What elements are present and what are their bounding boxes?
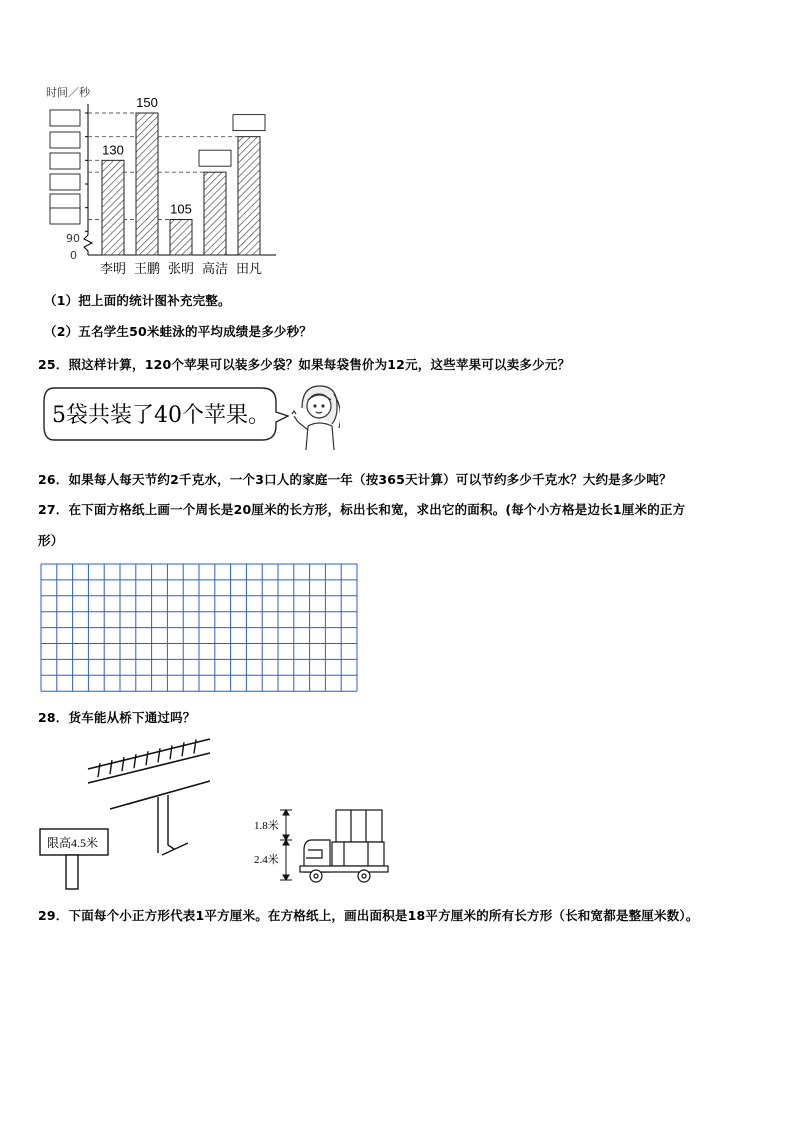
axis-break: [84, 235, 92, 255]
tick-box[interactable]: [50, 110, 80, 126]
category-label: 李明: [99, 262, 127, 277]
speech-illustration: [40, 380, 340, 450]
bridge-railing: [98, 739, 196, 777]
bar-4: [204, 172, 226, 255]
tick-box[interactable]: [50, 132, 80, 148]
tick-box[interactable]: [50, 174, 80, 190]
girl-illustration: [292, 386, 340, 450]
question-27-line-2: 形）: [38, 533, 64, 548]
category-label: 田凡: [235, 262, 263, 277]
category-label: 王鹏: [133, 262, 161, 277]
bar-value-label: 105: [170, 201, 192, 217]
bridge-illustration: [38, 735, 228, 895]
bar-1: [102, 160, 124, 255]
category-label: 高洁: [201, 262, 229, 277]
y-unit-label: 时间／秒: [46, 86, 90, 99]
dimension-arrows: [280, 810, 292, 880]
railing-post: [194, 739, 196, 753]
question-29: 29．下面每个小正方形代表1平方厘米。在方格纸上，画出面积是18平方厘米的所有长方形（长和宽都是整厘米数）。: [38, 908, 699, 923]
railing-post: [158, 748, 160, 762]
question-24-part-1: （1）把上面的统计图补充完整。: [44, 293, 231, 308]
railing-post: [110, 760, 112, 774]
bar-value-label: 150: [136, 95, 158, 110]
tick-answer-boxes: [50, 110, 80, 224]
question-26: 26．如果每人每天节约2千克水，一个3口人的家庭一年（按365天计算）可以节约多少千克水？大约是多少吨？: [38, 472, 672, 487]
question-27-line-1: 27．在下面方格纸上画一个周长是20厘米的长方形，标出长和宽，求出它的面积。(每个小方格是边长1厘米的正方: [38, 502, 686, 517]
bar-value-label: 130: [102, 142, 124, 158]
sign-post: [66, 855, 78, 889]
tick-0: 0: [70, 249, 77, 262]
bar-3: [170, 220, 192, 256]
question-24-part-2: （2）五名学生50米蛙泳的平均成绩是多少秒？: [44, 324, 312, 339]
dimension-bottom-label: 2.4米: [254, 854, 279, 866]
railing-post: [182, 742, 184, 756]
bar-chart: [38, 80, 288, 280]
railing-post: [122, 757, 124, 771]
bar-value-answer-box[interactable]: [233, 115, 265, 131]
bridge-pillar: [158, 795, 188, 855]
tick-box[interactable]: [50, 153, 80, 169]
bar-2: [136, 113, 158, 255]
category-label: 张明: [167, 262, 195, 277]
question-28: 28．货车能从桥下通过吗？: [38, 710, 196, 725]
railing-post: [98, 763, 100, 777]
bar-5: [238, 137, 260, 255]
truck-cargo: [332, 810, 384, 866]
speech-bubble-text: 5袋共装了40个苹果。: [52, 403, 270, 428]
railing-post: [134, 754, 136, 768]
railing-post: [170, 745, 172, 759]
railing-post: [146, 751, 148, 765]
tick-box[interactable]: [50, 208, 80, 224]
question-25: 25．照这样计算，120个苹果可以装多少袋？如果每袋售价为12元，这些苹果可以卖多少元？: [38, 357, 571, 372]
dimension-top-label: 1.8米: [254, 820, 279, 832]
grid-paper[interactable]: [40, 563, 358, 693]
tick-90: 90: [66, 232, 80, 245]
truck-illustration: [248, 800, 393, 885]
height-limit-text: 限高4.5米: [47, 836, 99, 850]
bar-value-answer-box[interactable]: [199, 150, 231, 166]
bridge-deck: [88, 739, 210, 809]
